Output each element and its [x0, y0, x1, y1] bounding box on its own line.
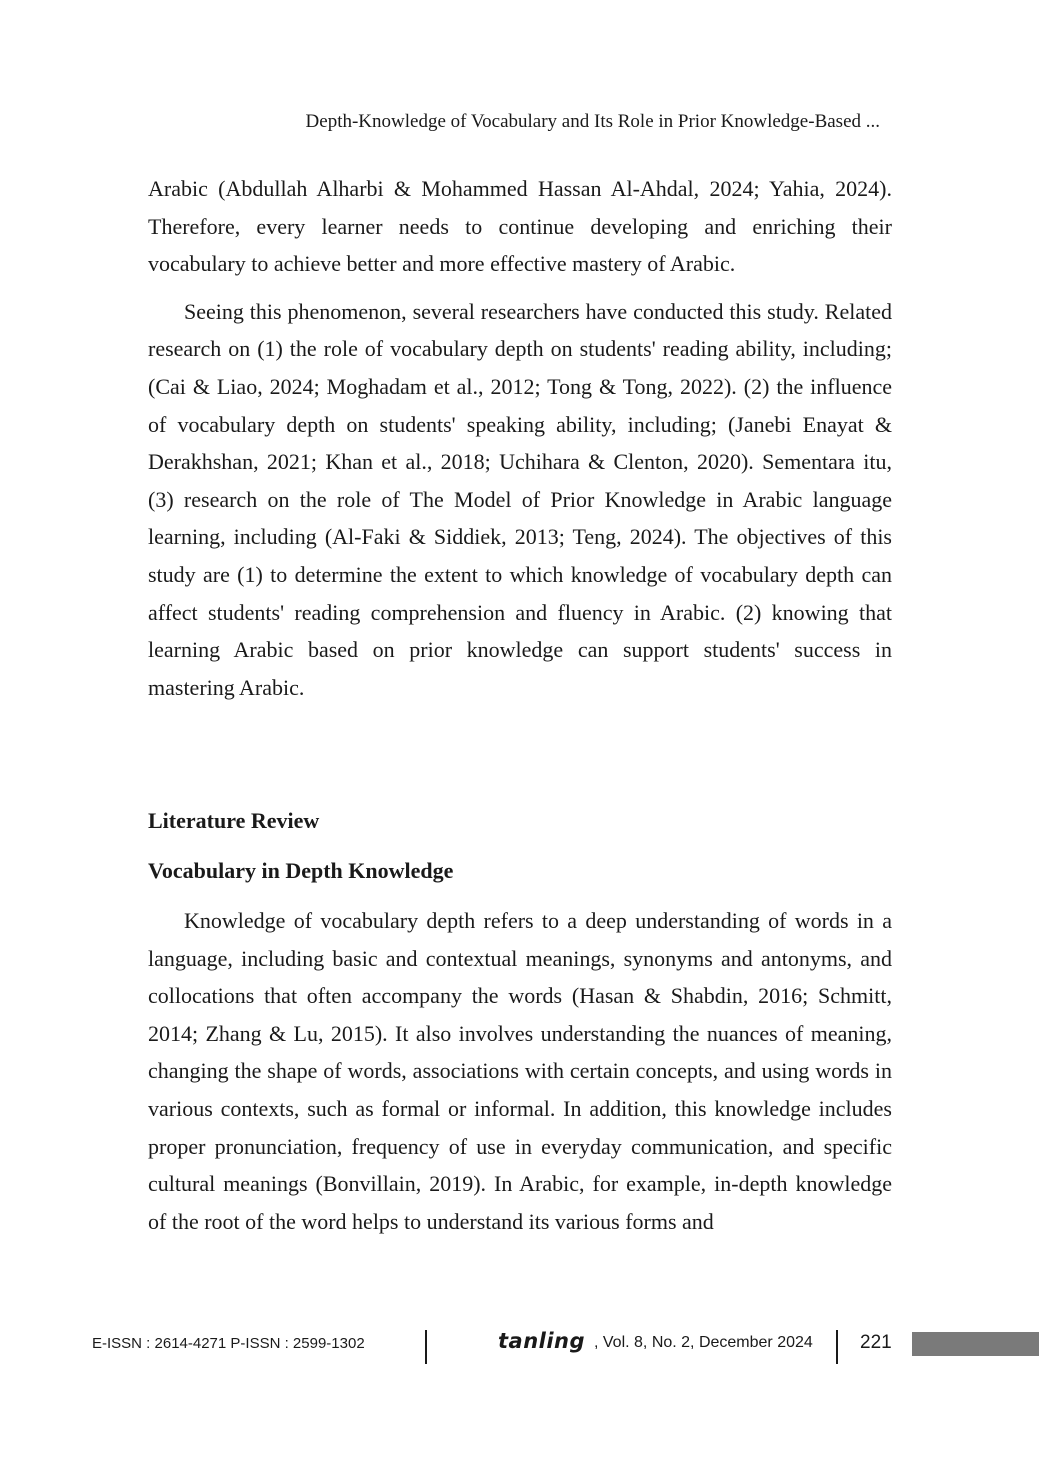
subsection-heading: Vocabulary in Depth Knowledge	[148, 858, 454, 883]
paragraph-continuation: Arabic (Abdullah Alharbi & Mohammed Hassan Al-Ahdal, 2024; Yahia, 2024). Therefore, every learner needs to continue developing and enriching their vocabulary to achieve better and more effective mastery of Arabic.	[148, 176, 892, 277]
volume-info: , Vol. 8, No. 2, December 2024	[594, 1334, 813, 1351]
page-footer	[0, 1327, 1039, 1367]
subsection-text	[148, 902, 892, 1240]
journal-logo: tanling	[498, 1329, 586, 1353]
running-title: Depth-Knowledge of Vocabulary and Its Role in Prior Knowledge-Based ...	[305, 111, 880, 132]
issn-text: E-ISSN : 2614-4271 P-ISSN : 2599-1302	[92, 1335, 365, 1352]
footer-bar	[912, 1332, 1039, 1356]
footer-divider	[836, 1330, 838, 1364]
footer-divider	[425, 1330, 427, 1364]
page-number: 221	[860, 1332, 892, 1353]
section-heading: Literature Review	[148, 808, 320, 833]
main-text	[148, 170, 892, 706]
paragraph-vocabulary-depth: Knowledge of vocabulary depth refers to a deep understanding of words in a language, including basic and contextual meanings, synonyms and antonyms, and collocations that often accompany the words (Hasan & Shabdin, 2016; Schmitt, 2014; Zhang & Lu, 2015). It also involves understanding the nuances of meaning, changing the shape of words, associations with certain concepts, and using words in various contexts, such as formal or informal. In addition, this knowledge includes proper pronunciation, frequency of use in everyday communication, and specific cultural meanings (Bonvillain, 2019). In Arabic, for example, in-depth knowledge of the root of the word helps to understand its various forms and	[148, 908, 892, 1234]
paragraph-research-overview: Seeing this phenomenon, several researchers have conducted this study. Related research on (1) the role of vocabulary depth on students' reading ability, including; (Cai & Liao, 2024; Moghadam et al., 2012; Tong & Tong, 2022). (2) the influence of vocabulary depth on students' speaking ability, including; (Janebi Enayat & Derakhshan, 2021; Khan et al., 2018; Uchihara & Clenton, 2020). Sementara itu, (3) research on the role of The Model of Prior Knowledge in Arabic language learning, including (Al-Faki & Siddiek, 2013; Teng, 2024). The objectives of this study are (1) to determine the extent to which knowledge of vocabulary depth can affect students' reading comprehension and fluency in Arabic. (2) knowing that learning Arabic based on prior knowledge can support students' success in mastering Arabic.	[148, 298, 892, 700]
